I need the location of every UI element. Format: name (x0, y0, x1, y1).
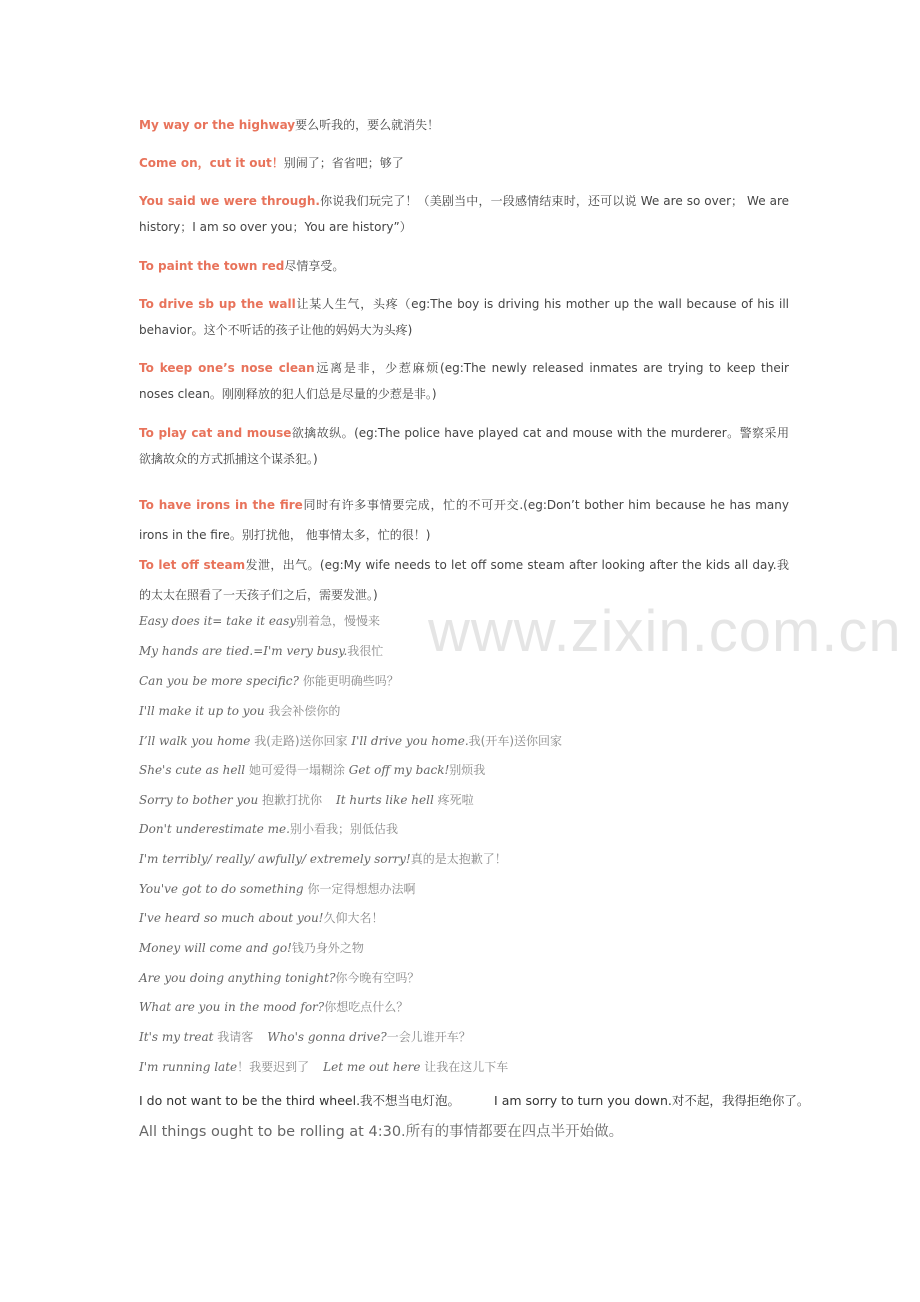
last-line (139, 1119, 789, 1145)
casual-en: I’ll walk you home (139, 734, 251, 748)
meaning: 别闹了；省省吧；够了 (283, 156, 404, 170)
casual-en: Money will come and go! (139, 941, 292, 955)
casual-cn: 你一定得想想办法啊 (303, 882, 416, 896)
casual-en: Get off my back! (348, 763, 450, 777)
meaning: 尽情享受。 (284, 259, 345, 273)
casual-en: My hands are tied.=I'm very busy. (139, 644, 348, 658)
casual-cn: 让我在这儿下车 (420, 1060, 509, 1074)
meaning: 让某人生气，头疼（eg:The boy is driving his mother up the wall because of his ill behavior。这个不听话的孩子让他的妈妈大为头疼) (139, 297, 789, 337)
casual-cn: ！我要迟到了 (237, 1060, 310, 1074)
entry-4 (139, 253, 789, 279)
phrase: Come on，cut it out！ (139, 156, 284, 170)
watermark: www.zixin.com.cn (428, 599, 902, 664)
casual-cn: 抱歉打扰你 (258, 793, 323, 807)
casual-en: I've heard so much about you! (139, 911, 324, 925)
casual-line-15 (139, 1024, 789, 1050)
phrase: My way or the highway (139, 118, 296, 132)
phrase: To play cat and mouse (139, 426, 292, 440)
casual-line-7 (139, 787, 789, 813)
casual-line-6 (139, 757, 789, 783)
casual-cn: 疼死啦 (433, 793, 474, 807)
entry-1 (139, 112, 789, 138)
sentence: I am sorry to turn you down.对不起，我得拒绝你了。 (494, 1093, 810, 1108)
casual-cn: 别烦我 (449, 763, 486, 777)
casual-cn: 我(走路)送你回家 (250, 734, 352, 748)
casual-en: I'm terribly/ really/ awfully/ extremely sorry! (139, 852, 411, 866)
casual-line-9 (139, 846, 789, 872)
entry-3 (139, 188, 789, 240)
casual-cn: 钱乃身外之物 (291, 941, 364, 955)
casual-en: What are you in the mood for? (139, 1000, 325, 1014)
sentence: I do not want to be the third wheel.我不想当电灯泡。 (139, 1093, 461, 1108)
phrase: To drive sb up the wall (139, 297, 296, 311)
meaning: 你说我们玩完了！（美剧当中，一段感情结束时，还可以说 We are so over； We are history；I am so over you；You are history”） (139, 194, 789, 234)
phrase: To keep one’s nose clean (139, 361, 315, 375)
entry-2 (139, 150, 789, 176)
phrase: To have irons in the fire (139, 498, 303, 512)
casual-en: She's cute as hell (139, 763, 246, 777)
meaning: 同时有许多事情要完成，忙的不可开交.(eg:Don’t bother him because he has many irons in the fire。别打扰他， 他事情太多，忙的很！) (139, 498, 789, 542)
casual-en: Don't underestimate me. (139, 822, 290, 836)
casual-line-10 (139, 876, 789, 902)
casual-en: Who's gonna drive? (267, 1030, 387, 1044)
casual-line-3 (139, 668, 789, 694)
casual-cn: 你今晚有空吗？ (335, 971, 420, 985)
entry-7 (139, 420, 789, 472)
phrase: You said we were through. (139, 194, 320, 208)
meaning: 远离是非，少惹麻烦(eg:The newly released inmates are trying to keep their noses clean。刚刚释放的犯人们总是尽量的少惹是非。) (139, 361, 789, 401)
casual-en: Let me out here (323, 1060, 421, 1074)
casual-en: Sorry to bother you (139, 793, 259, 807)
phrase: To paint the town red (139, 259, 285, 273)
meaning: 欲擒故纵。(eg:The police have played cat and mouse with the murderer。警察采用欲擒故众的方式抓捕这个谋杀犯。) (139, 426, 789, 466)
casual-line-5 (139, 728, 789, 754)
casual-cn: 别着急，慢慢来 (296, 614, 381, 628)
casual-line-12 (139, 935, 789, 961)
casual-en: It's my treat (139, 1030, 214, 1044)
casual-line-13 (139, 965, 789, 991)
casual-line-16 (139, 1054, 789, 1080)
entry-6 (139, 355, 789, 407)
casual-cn: 一会儿谁开车？ (386, 1030, 471, 1044)
casual-cn: 我很忙 (347, 644, 384, 658)
meaning: 发泄，出气。(eg:My wife needs to let off some steam after looking after the kids all day.我的太太在照看了一天孩子们之后，需要发泄。) (139, 558, 789, 602)
casual-en: I'm running late (139, 1060, 238, 1074)
casual-cn: 久仰大名！ (323, 911, 384, 925)
casual-en: Can you be more specific? (139, 674, 299, 688)
casual-en: Easy does it= take it easy (139, 614, 297, 628)
casual-cn: 我请客 (213, 1030, 254, 1044)
casual-cn: 我(开车)送你回家 (468, 734, 563, 748)
casual-line-11 (139, 905, 789, 931)
casual-en: I'll drive you home. (351, 734, 469, 748)
phrase: To let off steam (139, 558, 246, 572)
casual-en: Are you doing anything tonight? (139, 971, 336, 985)
entry-8 (139, 490, 789, 550)
sentence: All things ought to be rolling at 4:30.所有的事情都要在四点半开始做。 (139, 1124, 624, 1140)
third-wheel-line (139, 1088, 810, 1114)
casual-line-4 (139, 698, 789, 724)
casual-cn: 别小看我；别低估我 (289, 822, 398, 836)
casual-line-14 (139, 994, 789, 1020)
casual-cn: 你想吃点什么？ (324, 1000, 409, 1014)
casual-en: You've got to do something (139, 882, 304, 896)
casual-en: I'll make it up to you (139, 704, 265, 718)
entry-5 (139, 291, 789, 343)
casual-cn: 真的是太抱歉了！ (410, 852, 507, 866)
casual-line-8 (139, 816, 789, 842)
meaning: 要么听我的，要么就消失！ (295, 118, 440, 132)
casual-cn: 她可爱得一塌糊涂 (245, 763, 349, 777)
casual-cn: 我会补偿你的 (264, 704, 341, 718)
casual-cn: 你能更明确些吗？ (298, 674, 399, 688)
casual-en: It hurts like hell (336, 793, 434, 807)
